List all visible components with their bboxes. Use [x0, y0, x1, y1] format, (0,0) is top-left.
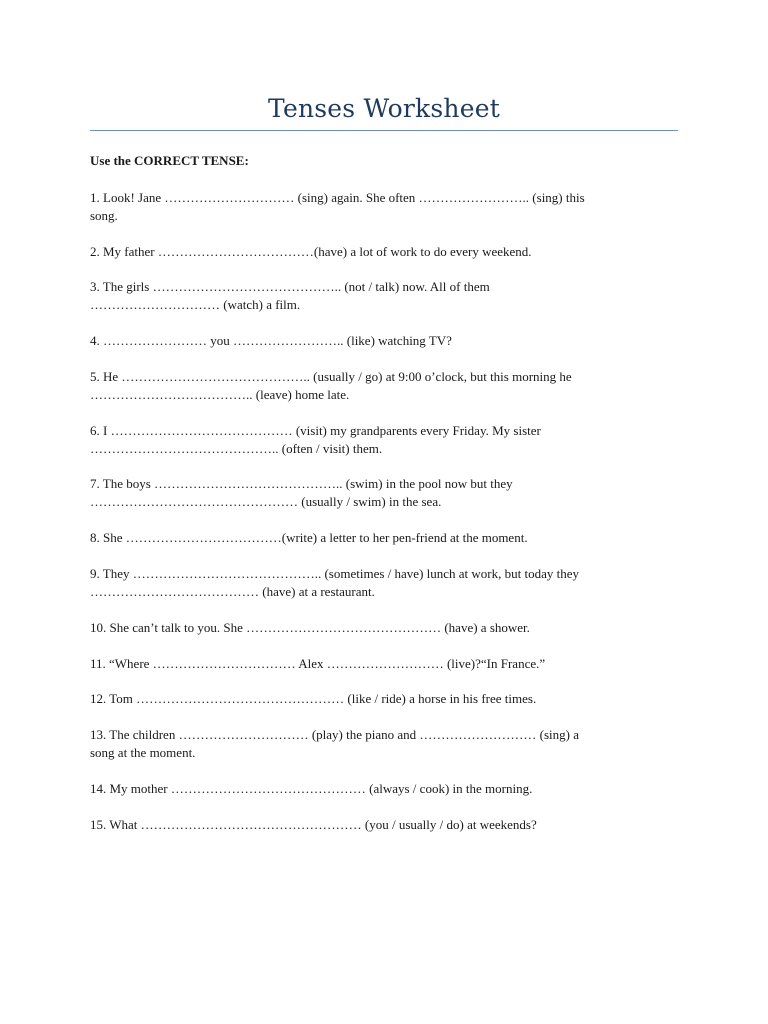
- question-line: 9. They …………………………………….. (sometimes / have) lunch at work, but today they: [90, 566, 579, 581]
- question-line: ………………………………………… (usually / swim) in the sea.: [90, 494, 442, 509]
- instruction-text: Use the CORRECT TENSE:: [90, 153, 249, 168]
- question-item: [90, 690, 670, 708]
- question-line: ………………………… (watch) a film.: [90, 297, 301, 312]
- question-line: 5. He …………………………………….. (usually / go) at 9:00 o’clock, but this morning he: [90, 369, 572, 384]
- question-item: [90, 475, 670, 511]
- question-item: [90, 780, 670, 798]
- question-line: 4. …………………… you …………………….. (like) watching TV?: [90, 333, 452, 348]
- question-line: 7. The boys …………………………………….. (swim) in the pool now but they: [90, 476, 513, 491]
- question-item: [90, 816, 670, 834]
- page-title: Tenses Worksheet: [268, 94, 500, 123]
- question-line: song at the moment.: [90, 745, 196, 760]
- question-line: ……………………………….. (leave) home late.: [90, 387, 350, 402]
- title-divider: [90, 130, 678, 131]
- question-line: 1. Look! Jane ………………………… (sing) again. She often …………………….. (sing) this: [90, 190, 585, 205]
- question-item: [90, 655, 670, 673]
- question-item: [90, 422, 670, 458]
- question-item: [90, 278, 670, 314]
- question-line: song.: [90, 208, 118, 223]
- question-item: [90, 565, 670, 601]
- question-item: [90, 332, 670, 350]
- question-line: 6. I …………………………………… (visit) my grandparents every Friday. My sister: [90, 423, 541, 438]
- question-item: [90, 189, 670, 225]
- question-line: 14. My mother ……………………………………… (always / cook) in the morning.: [90, 781, 533, 796]
- question-item: [90, 619, 670, 637]
- question-line: 3. The girls …………………………………….. (not / talk) now. All of them: [90, 279, 490, 294]
- question-line: ………………………………… (have) at a restaurant.: [90, 584, 375, 599]
- question-line: 2. My father ………………………………(have) a lot of work to do every weekend.: [90, 244, 532, 259]
- question-item: [90, 243, 670, 261]
- question-item: [90, 529, 670, 547]
- question-line: 15. What …………………………………………… (you / usually / do) at weekends?: [90, 817, 537, 832]
- question-item: [90, 368, 670, 404]
- question-line: 13. The children ………………………… (play) the piano and ……………………… (sing) a: [90, 727, 579, 742]
- question-line: …………………………………….. (often / visit) them.: [90, 441, 383, 456]
- question-line: 8. She ………………………………(write) a letter to her pen-friend at the moment.: [90, 530, 528, 545]
- question-item: [90, 726, 670, 762]
- question-line: 12. Tom ………………………………………… (like / ride) a horse in his free times.: [90, 691, 537, 706]
- question-line: 11. “Where …………………………… Alex ……………………… (live)?“In France.”: [90, 656, 546, 671]
- question-line: 10. She can’t talk to you. She ……………………………………… (have) a shower.: [90, 620, 530, 635]
